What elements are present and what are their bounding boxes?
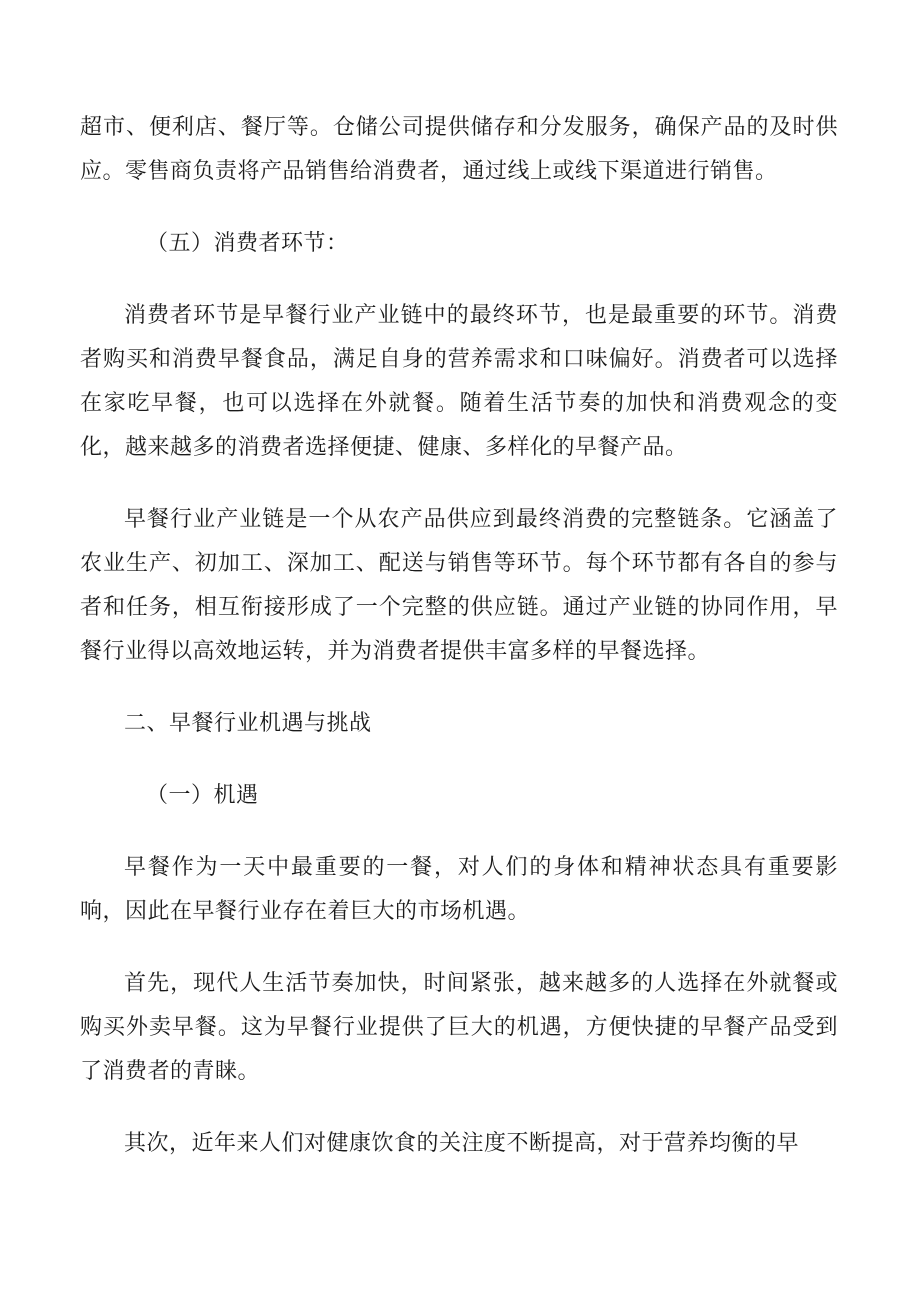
document-body [80, 106, 838, 1194]
paragraph-continuation: 超市、便利店、餐厅等。仓储公司提供储存和分发服务，确保产品的及时供应。零售商负责将产品销售给消费者，通过线上或线下渠道进行销售。 [80, 115, 838, 184]
paragraph-consumer: 消费者环节是早餐行业产业链中的最终环节，也是最重要的环节。消费者购买和消费早餐食品，满足自身的营养需求和口味偏好。消费者可以选择在家吃早餐，也可以选择在外就餐。随着生活节奏的加快和消费观念的变化，越来越多的消费者选择便捷、健康、多样化的早餐产品。 [80, 303, 838, 460]
paragraph-opportunity-intro: 早餐作为一天中最重要的一餐，对人们的身体和精神状态具有重要影响，因此在早餐行业存在着巨大的市场机遇。 [80, 855, 838, 924]
section-heading-opportunity: （一）机遇 [146, 783, 259, 808]
paragraph-chain-summary: 早餐行业产业链是一个从农产品供应到最终消费的完整链条。它涵盖了农业生产、初加工、深加工、配送与销售等环节。每个环节都有各自的参与者和任务，相互衔接形成了一个完整的供应链。通过产业链的协同作用，早餐行业得以高效地运转，并为消费者提供丰富多样的早餐选择。 [80, 507, 838, 664]
chapter-heading-opportunities: 二、早餐行业机遇与挑战 [124, 711, 372, 736]
section-heading-consumer: （五）消费者环节： [146, 231, 349, 256]
paragraph-second: 其次，近年来人们对健康饮食的关注度不断提高，对于营养均衡的早 [124, 1131, 800, 1156]
paragraph-first: 首先，现代人生活节奏加快，时间紧张，越来越多的人选择在外就餐或购买外卖早餐。这为早餐行业提供了巨大的机遇，方便快捷的早餐产品受到了消费者的青睐。 [80, 971, 838, 1084]
